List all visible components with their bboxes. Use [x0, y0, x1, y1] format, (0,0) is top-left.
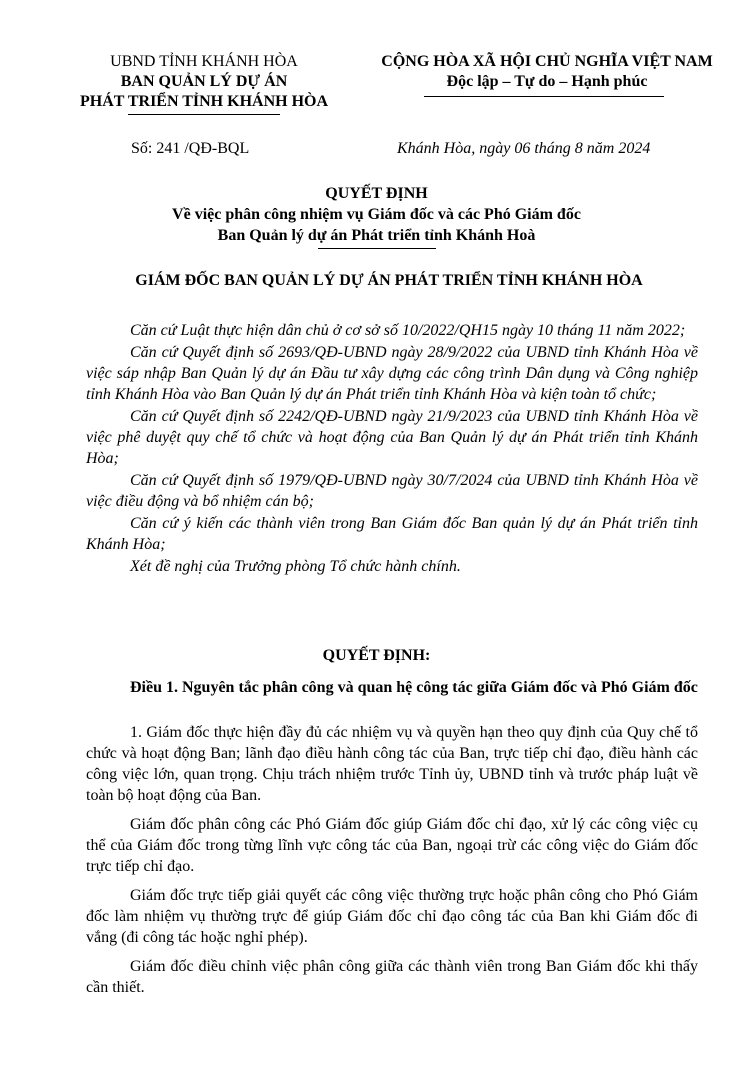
basis-item: Căn cứ Quyết định số 1979/QĐ-UBND ngày 30/7/2024 của UBND tỉnh Khánh Hòa về việc điều động và bổ nhiệm cán bộ; — [86, 472, 698, 510]
national-motto — [352, 52, 742, 92]
issuing-agency — [54, 52, 354, 112]
title-subject-line2: Ban Quản lý dự án Phát triển tỉnh Khánh Hoà — [217, 227, 536, 244]
article-1-content — [86, 722, 698, 1006]
agency-name-line1: BAN QUẢN LÝ DỰ ÁN — [120, 73, 288, 90]
document-number: Số: 241 /QĐ-BQL — [131, 140, 250, 157]
agency-parent: UBND TỈNH KHÁNH HÒA — [110, 53, 298, 70]
title-type: QUYẾT ĐỊNH — [325, 185, 428, 202]
paragraph: 1. Giám đốc thực hiện đầy đủ các nhiệm vụ và quyền hạn theo quy định của Quy chế tổ chức và hoạt động Ban; lãnh đạo điều hành công tác của Ban, trực tiếp chỉ đạo, điều hành các công việc lớn, quan trọng. Chịu trách nhiệm trước Tỉnh ủy, UBND tỉnh và trước pháp luật về toàn bộ hoạt động của Ban. — [86, 724, 698, 804]
basis-item: Căn cứ Quyết định số 2242/QĐ-UBND ngày 21/9/2023 của UBND tỉnh Khánh Hòa về việc phê duyệt quy chế tổ chức và hoạt động của Ban Quản lý dự án Phát triển tỉnh Khánh Hòa; — [86, 408, 698, 467]
decision-heading: QUYẾT ĐỊNH: — [322, 647, 431, 664]
paragraph: Giám đốc phân công các Phó Giám đốc giúp Giám đốc chỉ đạo, xử lý các công việc cụ thể của Giám đốc trong từng lĩnh vực công tác của Ban, ngoại trừ các công việc do Giám đốc trực tiếp chỉ đạo. — [86, 816, 698, 875]
title-subject-line1: Về việc phân công nhiệm vụ Giám đốc và các Phó Giám đốc — [172, 206, 581, 223]
country-name: CỘNG HÒA XÃ HỘI CHỦ NGHĨA VIỆT NAM — [381, 53, 713, 70]
place-and-date: Khánh Hòa, ngày 06 tháng 8 năm 2024 — [397, 140, 651, 157]
agency-name-line2: PHÁT TRIỂN TỈNH KHÁNH HÒA — [79, 93, 329, 110]
paragraph: Giám đốc trực tiếp giải quyết các công việc thường trực hoặc phân công cho Phó Giám đốc làm nhiệm vụ thường trực để giúp Giám đốc chỉ đạo công tác của Ban khi Giám đốc đi vắng (đi công tác hoặc nghỉ phép). — [86, 887, 698, 946]
article-1-title — [86, 677, 698, 698]
title-underline — [318, 248, 436, 249]
document-header — [0, 52, 753, 122]
basis-item: Xét đề nghị của Trưởng phòng Tổ chức hành chính. — [130, 558, 461, 575]
basis-item: Căn cứ Luật thực hiện dân chủ ở cơ sở số 10/2022/QH15 ngày 10 tháng 11 năm 2022; — [130, 322, 686, 339]
article-1-title-text: Điều 1. Nguyên tắc phân công và quan hệ công tác giữa Giám đốc và Phó Giám đốc — [130, 679, 698, 696]
agency-underline — [128, 114, 280, 115]
legal-bases — [86, 320, 698, 578]
motto-underline — [424, 96, 664, 97]
document-title — [0, 183, 753, 246]
basis-item: Căn cứ ý kiến các thành viên trong Ban Giám đốc Ban quản lý dự án Phát triển tỉnh Khánh Hòa; — [86, 515, 698, 553]
motto: Độc lập – Tự do – Hạnh phúc — [446, 73, 648, 90]
paragraph: Giám đốc điều chỉnh việc phân công giữa các thành viên trong Ban Giám đốc khi thấy cần thiết. — [86, 958, 698, 996]
basis-item: Căn cứ Quyết định số 2693/QĐ-UBND ngày 28/9/2022 của UBND tỉnh Khánh Hòa về việc sáp nhập Ban Quản lý dự án Đầu tư xây dựng các công trình Dân dụng và Công nghiệp tỉnh Khánh Hòa vào Ban Quản lý dự án Phát triển tỉnh Khánh Hòa và kiện toàn tổ chức; — [86, 344, 698, 403]
authority-heading: GIÁM ĐỐC BAN QUẢN LÝ DỰ ÁN PHÁT TRIỂN TỈNH KHÁNH HÒA — [135, 272, 643, 289]
